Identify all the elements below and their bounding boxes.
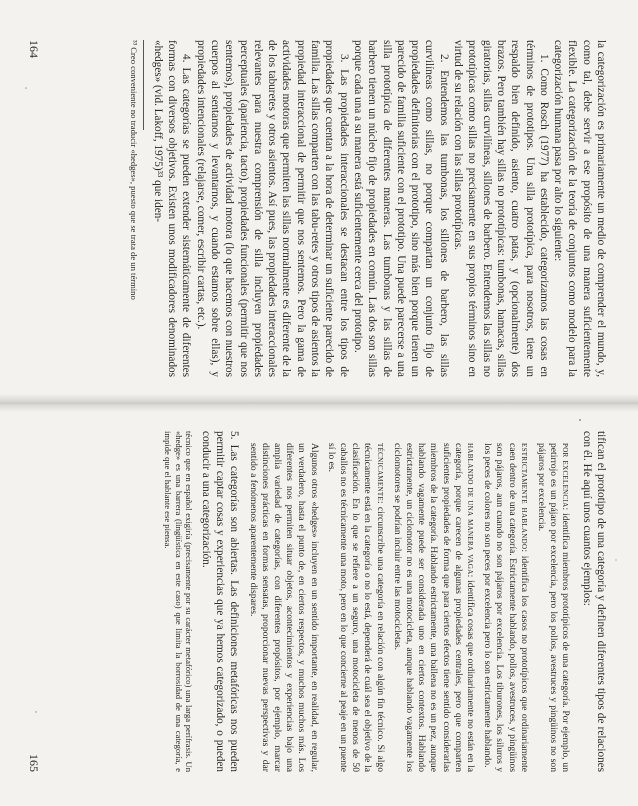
left-paragraph-4: 3. Las propiedades interaccionales se destacan entre los tipos de propiedades que cuentan a la hora de determinar un suficiente parecido de familia. Las sillas comparten con las tabu-retes y otros tipos de asientos la propiedad interaccional de permitir que nos sentemos. Pero la gama de actividades motoras que permiten las sillas normalmente es diferente de la de los taburetes y otros asientos. Así pues, las propiedades interaccionales relevantes para nuestra comprensión de silla incluyen propiedades perceptuales (apariencia, tacto), propiedades funcionales (permitir que nos sentemos), propiedades de actividad motora (lo que hacemos con nuestros cuerpos al sentarnos y levantarnos, y cuando estamos sobre ellas), y propiedades intencionales (relajarse, comer, escribir cartas, etc.). [194,40,350,377]
definition-text: circunscribe una categoría en relación con algún fin técnico. Si algo técnicamente está en la categoría o no lo está, dependerá de cuál sea el objetivo de la clasificación. En lo que se refiere a un seguro, una motocicleta de menos de 50 caballos no es técnicamente una moto, pero en lo que concierne al peaje en un puente sí lo es. [325,443,386,772]
definition-term: estrictamente hablando: [518,443,530,553]
hedges-extra-paragraph: Algunos otros «hedges» incluyen en un sentido importante, en realidad, en regular, un verdadero, hasta el punto de, en ciertos respectos, y muchos muchos más. Los diferentes nos permiten situar objetos, acontecimientos y experiencias bajo una amplia variedad de categorías, con diferentes propósitos, por ejemplo, marcar distinciones prácticas en formas sensatas, proporcionar nuevas perspectivas y dar sentido a fenómenos aparentemente dispares. [247,443,320,772]
left-paragraph-5: 4. Las categorías se pueden extender sistemáticamente de diferentes formas con diversos objetivos. Existen unos modificadores denominados «hedges» (vid. Lakoff, 1975)³³ que iden- [151,40,193,377]
definition-item [391,443,476,772]
definition-item [535,443,572,772]
left-paragraph-2: 1. Como Rosch (1977) ha establecido, categorizamos las cosas en términos de prototipos. Una silla prototípica, para nosotros, tiene un respaldo bien definido, asiento, cuatro patas, y (opcionalmente) dos brazos. Pero también hay sillas no prototípicas: tumbonas, hamacas, sillas giratorias, sillas curvilíneas, sillones de barbero. Entendemos las sillas no prototípicas como sillas no precisamente en sus propios términos sino en virtud de su relación con las sillas prototípicas. [452,40,550,377]
right-footnote: técnico que en español exigiría (precisamente por su carácter metafórico) una larga perífrasis. Un «hedge» es una barrera (lingüística en este caso) que limita la borrosidad de una categoría, e impide que el hablante ese piensa. [163,431,195,772]
page-number-right: 165 [27,754,41,772]
definition-text: identifica los casos no prototípicos que ordinariamente caen dentro de una categoría. Estrictamente hablando, pollos, avestruces, y pingüinos son pájaros, aun cuando no son pájaros por excelencia. Los tiburones, los siluros y los peces de colores no son peces por excelencia pero lo son estrictamente hablando. [482,443,530,772]
definition-term: hablando de una manera vaga: [464,443,476,578]
definition-item [481,443,530,772]
definition-term: por excelencia: [560,443,572,511]
definition-item [325,443,386,772]
right-intro: tifican el prototipo de una categoría y definen diferentes tipos de relaciones con él. He aquí unos cuantos ejemplos: [580,431,607,772]
left-footnote: ³³ Creo conveniente no traducir «hedges», puesto que se trata de un término [129,40,140,300]
left-paragraph-3: 2. Entendemos las tumbonas, los sillones de barbero, las sillas curvilíneas como sillas, no porque compartan un conjunto fijo de propiedades definitorias con el prototipo, sino más bien porque tienen un parecido de familia suficiente con el prototipo. Una puede parecerse a una silla prototípica de diferentes maneras. Las tumbonas y las sillas de barbero tienen un núcleo fijo de propiedades en común. Las dos son sillas porque cada una a su manera está suficientemente cerca del prototipo. [351,40,450,377]
left-paragraph-1: la categorización es primariamente un medio de comprender el mundo, y, como tal, debe servir a ese propósito de una manera suficientemente flexible. La categorización de la teoría de conjuntos como modelo para la categorización humana pasa por alto lo siguiente: [552,40,607,377]
definition-text: identifica cosas que ordinariamente no están en la categoría, porque carecen de algunas propiedades centrales, pero que comparten suficientes propiedades de forma que para ciertos efectos tiene sentido considerarlas miembros de la categoría. Hablando estrictamente, una ballena no es un pez, aunque hablando vagamente puede ser considerada uno en ciertos contextos. Hablando estrictamente, un ciclomotor no es una motocicleta, aunque hablando vagamente los ciclomotores se podrían incluir entre las motocicletas. [391,443,476,772]
footnote-rule [144,40,145,130]
definition-text: identifica miembros prototípicos de una categoría. Por ejemplo, un petirrojo es un pájaro por excelencia, pero los pollos, avestruces y pingüinos no son pájaros por excelencia. [536,443,572,772]
page-number-left: 164 [27,40,41,58]
right-page [0,403,638,806]
definition-term: técnicamente: [374,443,386,505]
right-point-5: 5. Las categorías son abiertas. Las definiciones metafóricas nos pueden permitir captar cosas y experiencias que ya hemos categorizado, o pueden conducir a una categorización. [199,431,241,772]
